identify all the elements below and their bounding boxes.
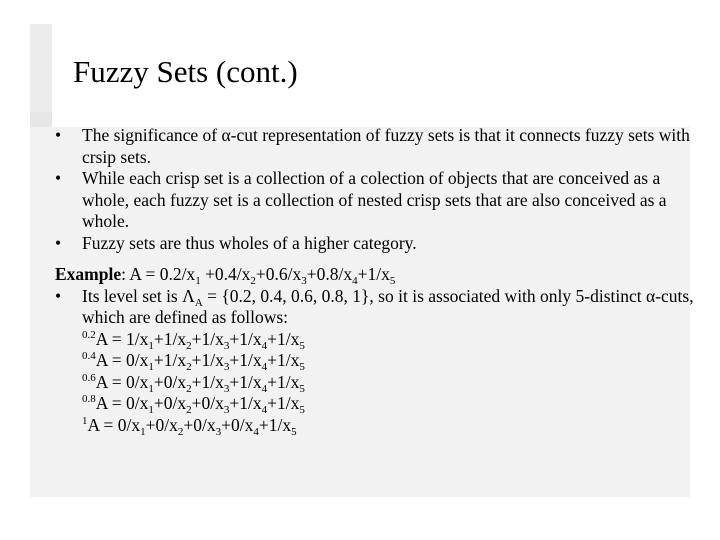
bullet-dot: • <box>55 232 62 253</box>
example-label: Example <box>55 264 122 284</box>
bullet-dot: • <box>55 285 62 306</box>
bullet-dot: • <box>55 125 62 145</box>
slide-title: Fuzzy Sets (cont.) <box>73 54 298 89</box>
bullet-text: Fuzzy sets are thus wholes of a higher category. <box>82 232 417 253</box>
alpha-cut-formula: $^{0.8}A = 0/x_1+0/x_2+0/x_3+1/x_4+1/x_5$ <box>82 393 305 416</box>
alpha-cut-formula: $^{0.4}A = 0/x_1+1/x_2+1/x_3+1/x_4+1/x_5$ <box>82 350 305 373</box>
example-formula: : $A = 0.2/x_1 +0.4/x_2+0.6/x_3+0.8/x_4+1/x_5$ <box>121 264 396 287</box>
level-set-text: Its level set is $\Lambda_A = \{0.2$, 0.4, 0.6, 0.8, 1}, so it is associated with only 5-distinct α-cuts, which are defined as follows: <box>82 285 694 327</box>
bullet-item <box>55 233 695 255</box>
bullet-item <box>55 125 695 168</box>
bullet-text: The significance of α-cut representation of fuzzy sets is that it connects fuzzy sets with crsip sets. <box>82 125 690 167</box>
example-line <box>55 264 695 286</box>
bullet-dot: • <box>55 168 62 188</box>
level-set-bullet <box>55 286 695 329</box>
bullet-text: While each crisp set is a collection of a colection of objects that are conceived as a whole, each fuzzy set is a collection of nested crisp sets that are also conceived as a whole. <box>82 168 667 231</box>
alpha-cut-formula: $^1A = 0/x_1+0/x_2+0/x_3+0/x_4+1/x_5$ <box>82 414 297 438</box>
alpha-cut-formula: $^{0.2}A = 1/x_1+1/x_2+1/x_3+1/x_4+1/x_5$ <box>82 328 305 352</box>
bullet-item <box>55 168 695 233</box>
alpha-cut-formula: $^{0.6}A = 0/x_1+0/x_2+1/x_3+1/x_4+1/x_5$ <box>82 371 305 395</box>
slide-body <box>55 125 695 436</box>
title-decor-block <box>30 24 52 112</box>
